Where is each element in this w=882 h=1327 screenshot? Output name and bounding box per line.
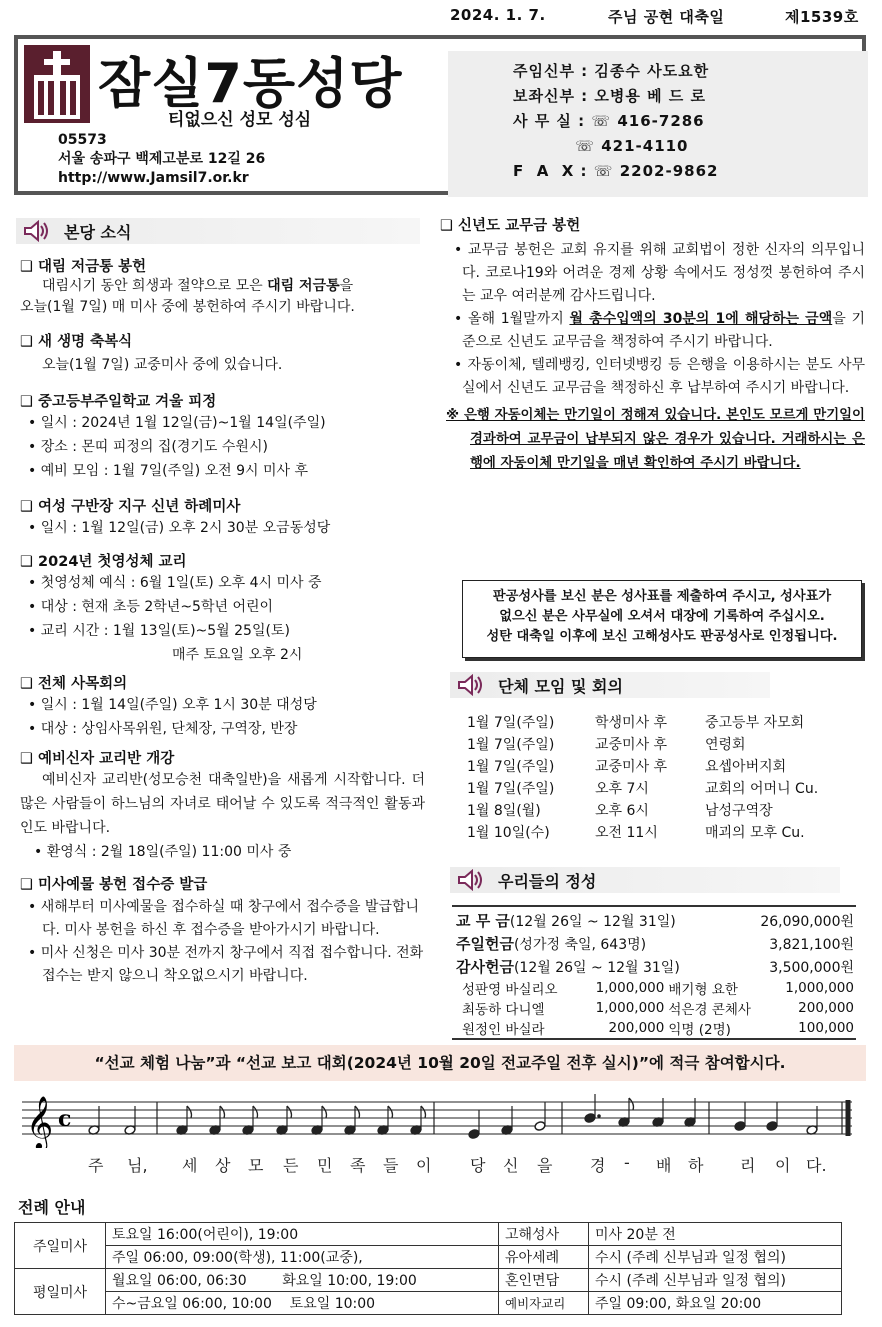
speaker-icon	[22, 220, 50, 242]
note-flag	[421, 1106, 426, 1118]
table-row: 1월 7일(주일) 오후 7시 교회의 어머니 Cu.	[467, 781, 819, 797]
note-flag	[388, 1106, 393, 1118]
news-item: • 첫영성체 예식 : 6월 1일(토) 오후 4시 미사 중	[28, 575, 322, 591]
notice-line: 없으신 분은 사무실에 오셔서 대장에 기록하여 주십시오.	[499, 609, 825, 624]
staff-list	[513, 59, 718, 184]
parish-address	[58, 131, 265, 188]
section-offering-title: 우리들의 정성	[498, 871, 597, 891]
note-head	[734, 1121, 746, 1132]
news-winter	[20, 390, 425, 483]
speaker-icon	[456, 869, 484, 891]
staff-row: F A X : ☏ 2202-9862	[513, 162, 719, 180]
staff-row: ☏ 421-4110	[575, 137, 689, 155]
news-title: ❑ 여성 구반장 지구 신년 하례미사	[20, 499, 241, 515]
table-row: 주일 06:00, 09:00(학생), 11:00(교중), 유아세례 수시 (주례 신부님과 일정 협의)	[15, 1246, 842, 1269]
common-time-icon: c	[58, 1106, 72, 1132]
news-women	[20, 495, 425, 540]
mission-banner: “선교 체험 나눔”과 “선교 보고 대회(2024년 10월 20일 전교주일 전후 실시)”에 적극 참여합시다.	[14, 1045, 866, 1081]
news-title: ❑ 예비신자 교리반 개강	[20, 751, 175, 767]
note-head	[584, 1113, 596, 1124]
table-row: 주일헌금(성가정 축일, 643명) 3,821,100원	[456, 935, 854, 953]
note-head	[468, 1129, 480, 1140]
news-item: • 대상 : 현재 초등 2학년~5학년 어린이	[28, 599, 274, 615]
table-row: 최동하 다니엘 1,000,000 석은경 콘체사 200,000	[462, 1000, 854, 1018]
dues-warning: ※ 은행 자동이체는 만기일이 정해져 있습니다. 본인도 모르게 만기일이 경과하여 교무금이 납부되지 않은 경우가 있습니다. 거래하시는 은행에 자동이체 만기일을 매년 확인하여 주시기 바랍니다.	[446, 408, 865, 471]
news-text: 오늘(1월 7일) 교중미사 중에 있습니다.	[42, 357, 283, 373]
donor-list	[452, 978, 856, 1038]
notice-line: 판공성사를 보신 분은 성사표를 제출하여 주시고, 성사표가	[492, 589, 832, 604]
news-receipt	[20, 873, 425, 988]
issue-date: 2024. 1. 7.	[450, 6, 546, 24]
note-flag	[322, 1106, 327, 1118]
speaker-icon	[456, 674, 484, 696]
news-catechumen	[20, 747, 425, 864]
liturgy-table	[14, 1222, 842, 1315]
news-item: • 예비 모임 : 1월 7일(주일) 오전 9시 미사 후	[28, 463, 309, 479]
table-row: 1월 8일(월) 오후 6시 남성구역장	[467, 803, 773, 819]
parish-patron: 티없으신 성모 성심	[168, 110, 312, 130]
news-item: • 대상 : 상임사목위원, 단체장, 구역장, 반장	[28, 721, 298, 737]
note-flag	[220, 1106, 225, 1118]
staff-row: 보좌신부 : 오병용 베 드 로	[513, 87, 707, 105]
news-title: ❑ 미사예물 봉헌 접수증 발급	[20, 877, 208, 893]
staff-row: 사 무 실 : ☏ 416-7286	[513, 112, 705, 130]
table-row: 1월 7일(주일) 학생미사 후 중고등부 자모회	[467, 715, 805, 731]
news-council	[20, 672, 425, 741]
news-title: ❑ 대림 저금통 봉헌	[20, 259, 147, 275]
table-row: 원정인 바실라 200,000 익명 (2명) 100,000	[462, 1020, 854, 1038]
section-groups-title: 단체 모임 및 회의	[498, 676, 623, 696]
news-item: • 일시 : 2024년 1월 12일(금)~1월 14일(주일)	[28, 415, 326, 431]
dues-notice	[440, 214, 865, 476]
news-item: • 장소 : 몬띠 피정의 집(경기도 수원시)	[28, 439, 268, 455]
table-row: 평일미사 월요일 06:00, 06:30 화요일 10:00, 19:00 혼인면담 수시 (주례 신부님과 일정 협의)	[15, 1269, 842, 1292]
section-news-header	[16, 218, 420, 244]
section-groups-header	[450, 672, 770, 698]
dues-text: • 교무금 봉헌은 교회 유지를 위해 교회법이 정한 신자의 의무입니다. 코로나19와 어려운 경제 상황 속에서도 정성껏 봉헌하여 주시는 교우 여러분께 감사드립니다.	[454, 242, 865, 304]
church-logo-icon	[24, 45, 90, 123]
table-row: 1월 10일(수) 오전 11시 매괴의 모후 Cu.	[467, 825, 805, 841]
news-item: • 새해부터 미사예물을 접수하실 때 창구에서 접수증을 발급합니다. 미사 봉헌을 하신 후 접수증을 받아가시기 바랍니다.	[28, 899, 420, 938]
meetings-table	[467, 711, 818, 843]
news-item: • 일시 : 1월 12일(금) 오후 2시 30분 오금동성당	[28, 520, 331, 536]
news-item: • 교리 시간 : 1월 13일(토)~5월 25일(토)	[28, 623, 290, 639]
table-row: 성판영 바실리오 1,000,000 배기형 요한 1,000,000	[462, 980, 854, 998]
treble-clef-icon: 𝄞	[26, 1095, 54, 1148]
parish-name: 잠실7동성당	[98, 52, 403, 115]
news-birth	[20, 330, 425, 376]
section-news-title: 본당 소식	[64, 222, 132, 242]
news-title: ❑ 전체 사목회의	[20, 676, 128, 692]
news-text: 대림시기 동안 희생과 절약으로 모은 대림 저금통을	[42, 278, 354, 294]
note-flag	[187, 1106, 192, 1118]
note-dot	[597, 1114, 601, 1118]
note-head	[534, 1121, 546, 1132]
news-title: ❑ 2024년 첫영성체 교리	[20, 554, 187, 570]
liturgy-title: 전례 안내	[18, 1198, 86, 1217]
music-staff	[22, 1088, 860, 1148]
news-item: • 환영식 : 2월 18일(주일) 11:00 미사 중	[34, 844, 292, 860]
postal-code: 05573	[58, 132, 107, 148]
note-head	[766, 1121, 778, 1132]
note-flag	[287, 1106, 292, 1118]
news-text: 예비신자 교리반(성모승천 대축일반)을 새롭게 시작합니다. 더 많은 사람들이 하느님의 자녀로 태어날 수 있도록 적극적인 활동과 인도 바랍니다.	[20, 772, 425, 836]
table-row: 1월 7일(주일) 교중미사 후 연령회	[467, 737, 746, 753]
dues-text: • 올해 1월말까지 월 총수입액의 30분의 1에 해당하는 금액을 기준으로 신년도 교무금을 책정하여 주시기 바랍니다.	[454, 311, 865, 350]
confession-notice	[462, 580, 862, 658]
website-link[interactable]: http://www.Jamsil7.or.kr	[58, 170, 249, 186]
table-row: 수~금요일 06:00, 10:00 토요일 10:00 예비자교리 주일 09:00, 화요일 20:00	[15, 1292, 842, 1315]
section-offering-header	[450, 867, 840, 893]
note-flag	[355, 1106, 360, 1118]
news-communion	[20, 550, 425, 667]
note-flag	[629, 1098, 634, 1110]
news-item: • 일시 : 1월 14일(주일) 오후 1시 30분 대성당	[28, 697, 317, 713]
notice-line: 성탄 대축일 이후에 보신 고해성사도 판공성사로 인정됩니다.	[486, 629, 838, 644]
table-row: 교 무 금(12월 26일 ~ 12월 31일) 26,090,000원	[456, 912, 854, 930]
news-title: ❑ 새 생명 축복식	[20, 334, 133, 350]
masthead	[14, 35, 866, 195]
news-item: 매주 토요일 오후 2시	[172, 647, 303, 663]
offering-panel	[452, 905, 856, 1040]
news-item: • 미사 신청은 미사 30분 전까지 창구에서 직접 접수합니다. 전화 접수는 받지 않으니 착오없으시기 바랍니다.	[28, 945, 424, 984]
table-row: 감사헌금(12월 26일 ~ 12월 31일) 3,500,000원	[456, 958, 854, 976]
issue-number: 제1539호	[785, 8, 859, 26]
offering-totals	[452, 909, 856, 978]
issue-feast: 주님 공현 대축일	[608, 8, 725, 26]
hymn-lyrics: 주 님, 세 상 모 든 민 족 들 이 당 신 을 경 - 배 하 리 이 다.	[88, 1153, 827, 1175]
dues-text: • 자동이체, 텔레뱅킹, 인터넷뱅킹 등 은행을 이용하시는 분도 사무실에서 신년도 교무금을 책정하신 후 납부하여 주시기 바랍니다.	[454, 357, 865, 396]
street-address: 서울 송파구 백제고분로 12길 26	[58, 151, 266, 167]
table-row: 1월 7일(주일) 교중미사 후 요셉아버지회	[467, 759, 787, 775]
news-advent	[20, 255, 425, 318]
dues-title: ❑ 신년도 교무금 봉헌	[440, 218, 581, 234]
news-title: ❑ 중고등부주일학교 겨울 피정	[20, 394, 217, 410]
table-row: 주일미사 토요일 16:00(어린이), 19:00 고해성사 미사 20분 전	[15, 1223, 842, 1246]
staff-row: 주임신부 : 김종수 사도요한	[513, 62, 710, 80]
news-text: 오늘(1월 7일) 매 미사 중에 봉헌하여 주시기 바랍니다.	[20, 299, 355, 315]
note-flag	[253, 1106, 258, 1118]
